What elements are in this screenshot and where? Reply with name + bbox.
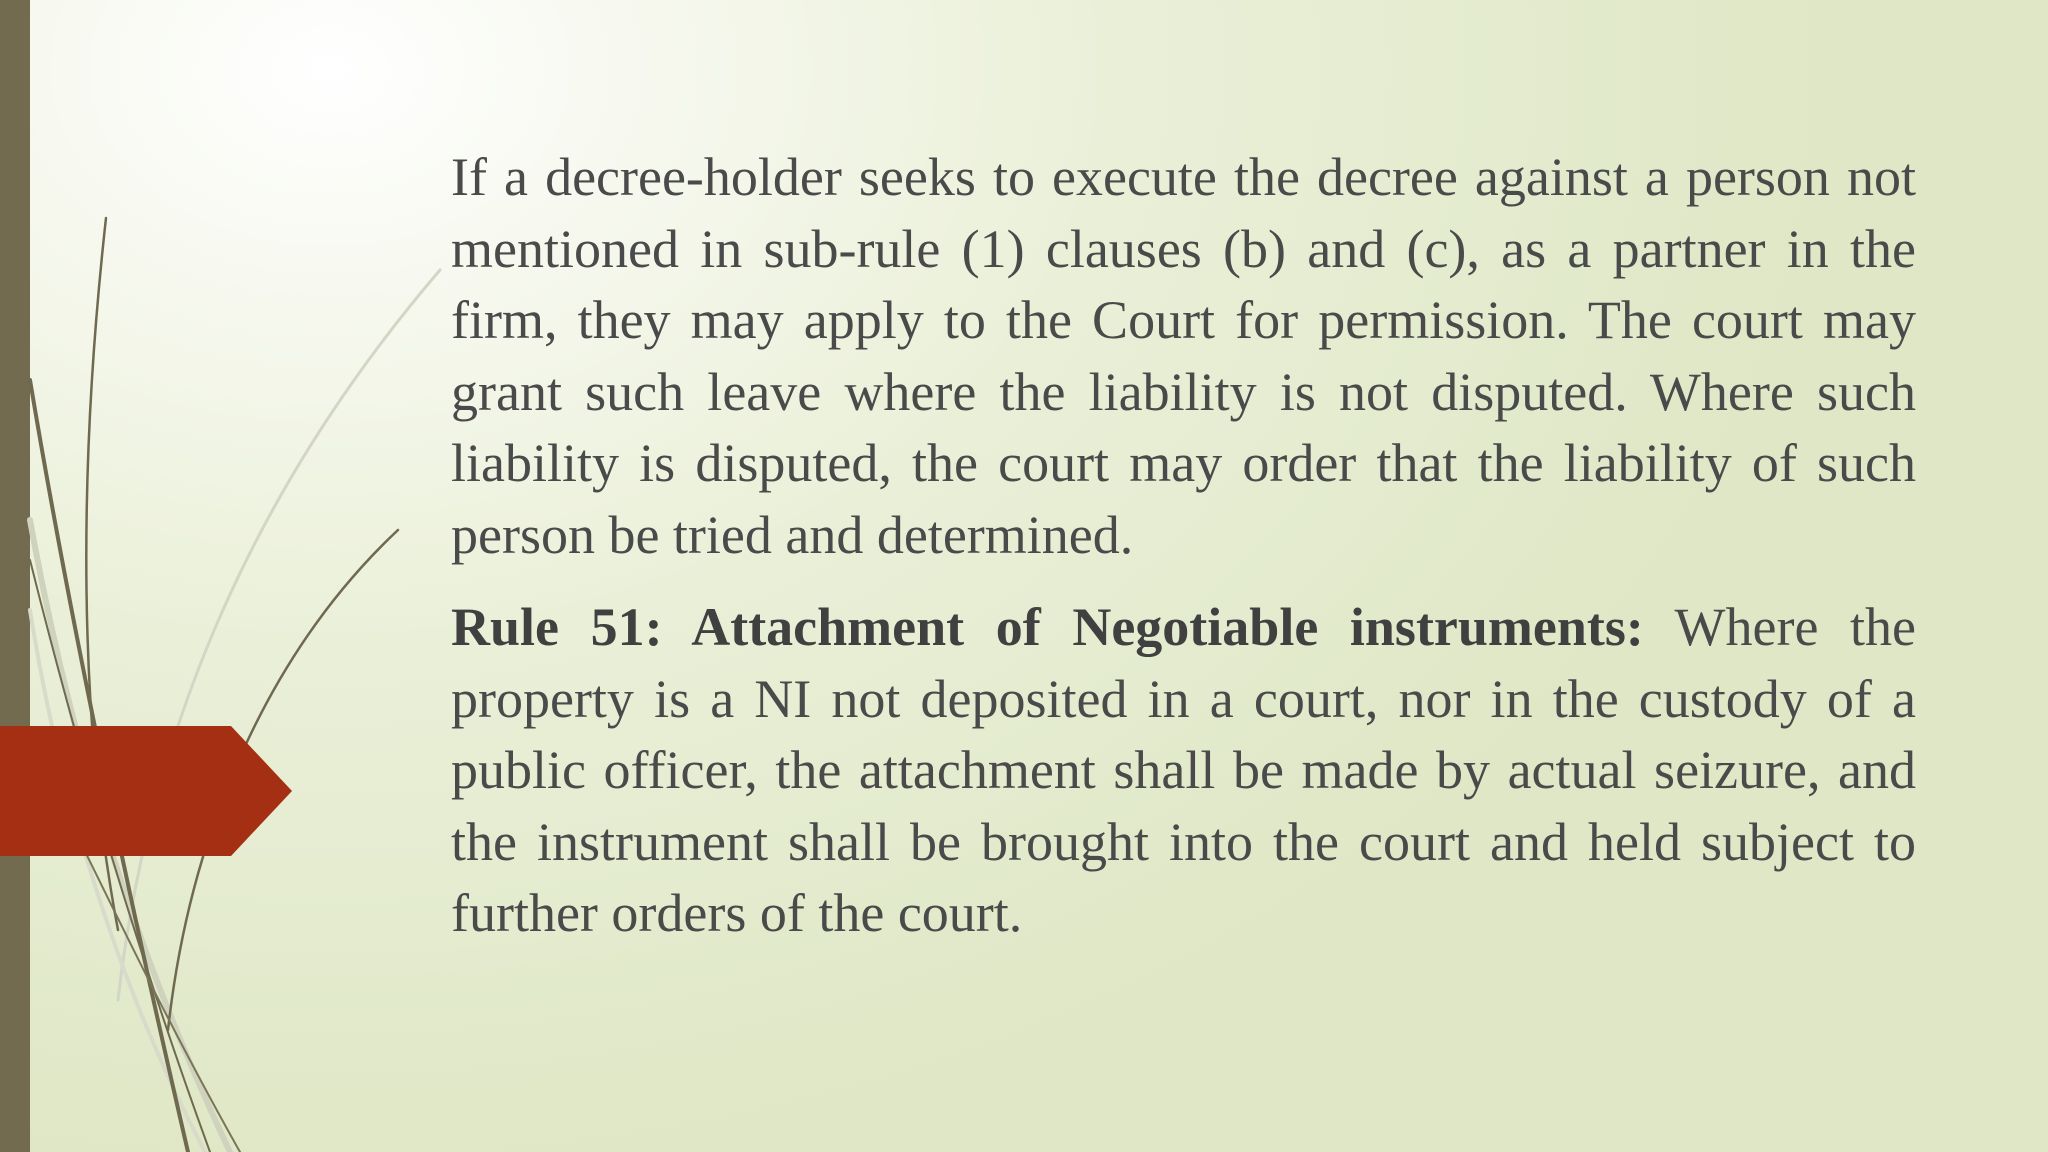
slide-body <box>451 142 1916 950</box>
paragraph-partner-liability: If a decree-holder seeks to execute the decree against a person not mentioned in sub-rule (1) clauses (b) and (c), as a partner in the firm, they may apply to the Court for permission. The court may grant such leave where the liability is not disputed. Where such liability is disputed, the court may order that the liability of such person be tried and determined. <box>451 147 1916 565</box>
rule-51-heading: Rule 51: Attachment of Negotiable instruments: <box>451 597 1644 657</box>
paragraph-rule-51 <box>451 592 1916 950</box>
rule-51-body: Where the property is a NI not deposited in a court, nor in the custody of a public officer, the attachment shall be made by actual seizure, and the instrument shall be brought into the court and held subject to further orders of the court. <box>451 597 1917 943</box>
